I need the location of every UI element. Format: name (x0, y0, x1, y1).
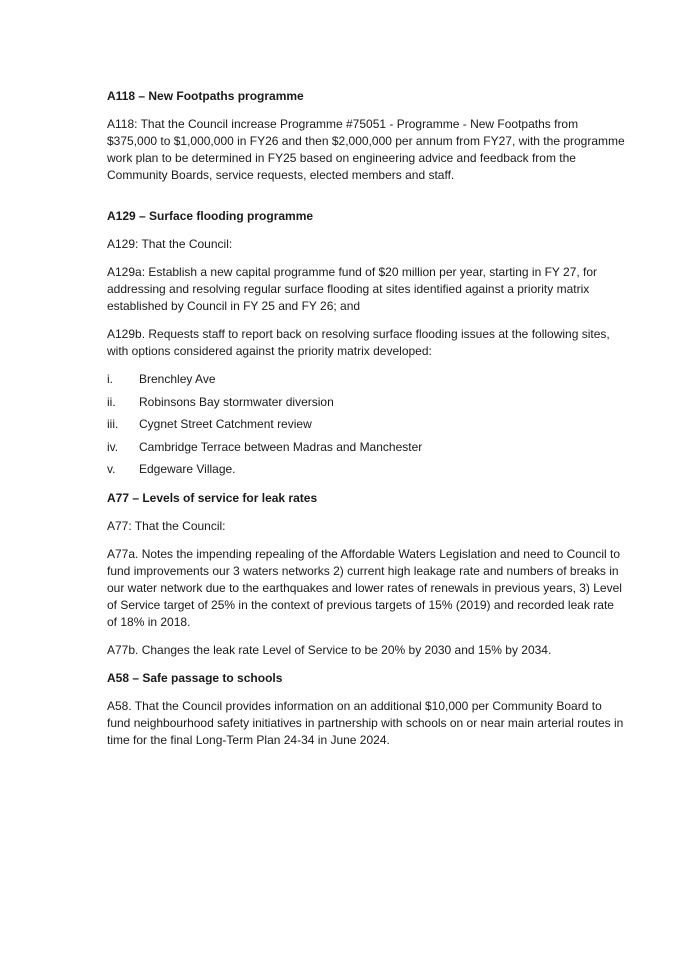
list-number: iii. (107, 417, 119, 432)
list-item (107, 461, 627, 478)
list-text: Robinsons Bay stormwater diversion (139, 394, 334, 409)
list-number: iv. (107, 439, 119, 454)
section-a77 (107, 490, 627, 659)
paragraph: A118: That the Council increase Programme #75051 - Programme - New Footpaths from $375,000 to $1,000,000 in FY26 and then $2,000,000 per annum from FY27, with the programme work plan to be determined in FY25 based on engineering advice and feedback from the Community Boards, service requests, elected members and staff. (107, 117, 625, 182)
list-item (107, 439, 627, 456)
list-number: v. (107, 462, 116, 477)
paragraph: A129a: Establish a new capital programme fund of $20 million per year, starting in FY 27, for addressing and resolving regular surface flooding at sites identified against a priority matrix established by Council in FY 25 and FY 26; and (107, 265, 598, 313)
list-text: Brenchley Ave (139, 372, 216, 386)
list-item (107, 416, 627, 433)
paragraph: A77a. Notes the impending repealing of the Affordable Waters Legislation and need to Council to fund improvements our 3 waters networks 2) current high leakage rate and numbers of breaks in our water network due to the earthquakes and lower rates of renewals in previous years, 3) Level of Service target of 25% in the context of previous targets of 15% (2019) and recorded leak rate of 18% in 2018. (107, 547, 622, 630)
list-item (107, 394, 627, 411)
section-heading: A118 – New Footpaths programme (107, 89, 304, 103)
list-item (107, 371, 627, 388)
document-page (107, 88, 627, 760)
section-heading: A58 – Safe passage to schools (107, 671, 283, 686)
paragraph: A58. That the Council provides information on an additional $10,000 per Community Board to fund neighbourhood safety initiatives in partnership with schools on or near main arterial routes in time for the final Long-Term Plan 24-34 in June 2024. (107, 699, 624, 748)
list-text: Cambridge Terrace between Madras and Manchester (139, 439, 423, 454)
paragraph: A77: That the Council: (107, 519, 226, 534)
section-a58 (107, 670, 627, 749)
section-gap (107, 195, 627, 208)
section-a118 (107, 88, 627, 184)
section-a129 (107, 208, 627, 478)
paragraph: A129: That the Council: (107, 237, 233, 251)
paragraph: A129b. Requests staff to report back on resolving surface flooding issues at the following sites, with options considered against the priority matrix developed: (107, 327, 610, 358)
paragraph: A77b. Changes the leak rate Level of Service to be 20% by 2030 and 15% by 2034. (107, 643, 552, 658)
list-number: ii. (107, 394, 116, 409)
section-heading: A129 – Surface flooding programme (107, 209, 314, 223)
list-text: Cygnet Street Catchment review (139, 417, 312, 432)
section-heading: A77 – Levels of service for leak rates (107, 491, 318, 506)
list-text: Edgeware Village. (139, 462, 236, 477)
list-number: i. (107, 372, 113, 386)
site-list (107, 371, 627, 478)
